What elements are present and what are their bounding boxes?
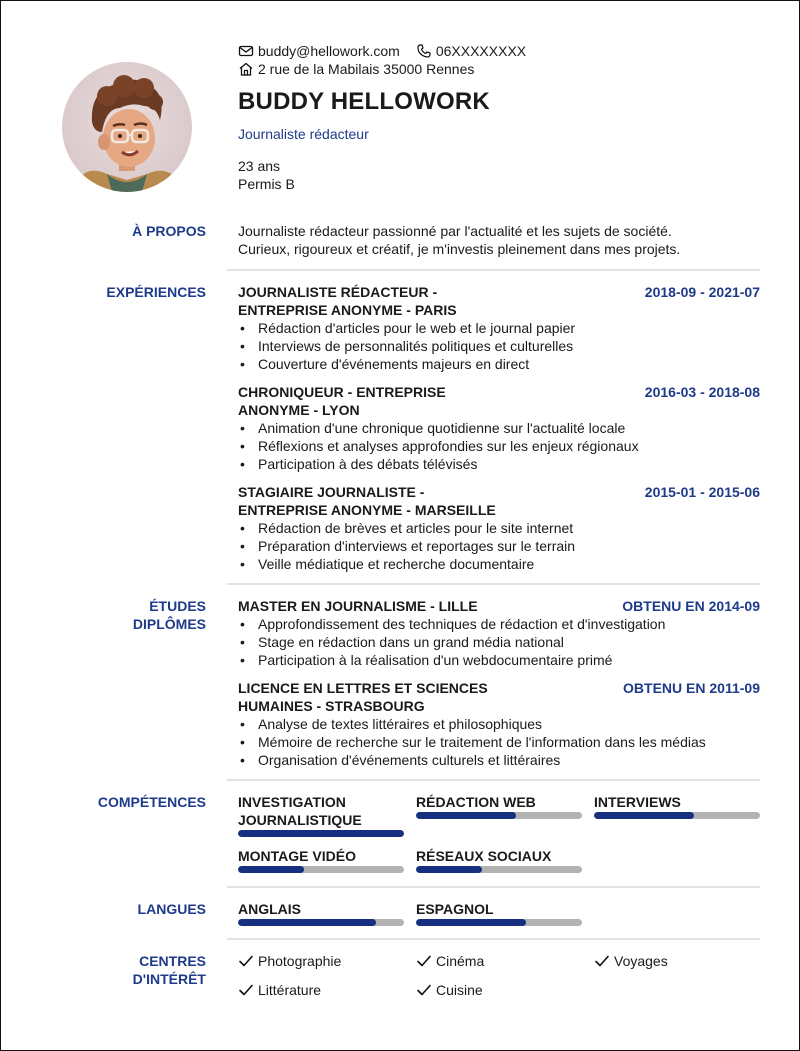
skill-name: RÉDACTION WEB [416,794,536,810]
skill-bar-fill [594,812,694,819]
interests-grid [238,952,760,999]
phone-icon [416,43,432,59]
bullet-item: • Rédaction d'articles pour le web et le journal papier [238,319,760,337]
candidate-name: BUDDY HELLOWORK [238,88,490,115]
interest-label: Cinéma [436,953,485,969]
education-title-line: ÉTUDES [149,598,206,614]
bullet-item: • Mémoire de recherche sur le traitement de l'information dans les médias [238,733,760,751]
languages-grid [238,900,760,926]
interest-label: Voyages [614,953,668,969]
skill-name: MONTAGE VIDÉO [238,848,356,864]
skill-bar-fill [416,812,516,819]
about-title: À PROPOS [132,223,206,239]
interests-title [133,952,206,988]
divider [227,583,760,585]
education-entry [238,679,760,769]
language-bar [238,919,404,926]
experience-title: STAGIAIRE JOURNALISTE - ENTREPRISE ANONYME - MARSEILLE [238,484,496,518]
skills-grid [238,793,760,873]
divider [227,269,760,271]
bullet-item: • Approfondissement des techniques de rédaction et d'investigation [238,615,760,633]
languages-title: LANGUES [137,901,206,917]
skill-name: INTERVIEWS [594,794,681,810]
skill-bar [238,866,404,873]
language-name: ESPAGNOL [416,901,494,917]
bullet-item: • Organisation d'événements culturels et littéraires [238,751,760,769]
language-name: ANGLAIS [238,901,301,917]
experience-bullets [238,419,760,473]
education-title-line: DIPLÔMES [132,616,206,632]
bullet-item: • Couverture d'événements majeurs en direct [238,355,760,373]
bullet-item: • Interviews de personnalités politiques et culturelles [238,337,760,355]
education-bullets [238,715,760,769]
education-date: OBTENU EN 2014-09 [622,598,760,614]
skill-name: INVESTIGATION JOURNALISTIQUE [238,794,362,828]
skill-item [594,793,760,837]
education-entry [238,597,760,669]
skill-bar [594,812,760,819]
header [238,42,778,193]
skill-bar-fill [238,866,304,873]
skill-name: RÉSEAUX SOCIAUX [416,848,552,864]
address-contact [238,61,474,77]
bullet-item: • Participation à des débats télévisés [238,455,760,473]
about-line: Journaliste rédacteur passionné par l'actualité et les sujets de société. [238,223,672,239]
skill-bar [416,866,582,873]
skill-bar [238,830,404,837]
skill-item [416,793,582,837]
language-item [416,900,582,926]
bullet-item: • Réflexions et analyses approfondies sur les enjeux régionaux [238,437,760,455]
divider [227,779,760,781]
bullet-item: • Analyse de textes littéraires et philosophiques [238,715,760,733]
driving-license: Permis B [238,176,295,192]
bullet-item: • Préparation d'interviews et reportages sur le terrain [238,537,760,555]
bullet-item: • Animation d'une chronique quotidienne sur l'actualité locale [238,419,760,437]
email-contact[interactable] [238,43,400,59]
email-text: buddy@hellowork.com [258,43,400,59]
experience-title: CHRONIQUEUR - ENTREPRISE ANONYME - LYON [238,384,446,418]
language-bar-fill [416,919,526,926]
check-icon [594,953,610,969]
envelope-icon [238,43,254,59]
experiences-list [238,283,760,583]
bullet-item: • Participation à la réalisation d'un webdocumentaire primé [238,651,760,669]
bullet-item: • Stage en rédaction dans un grand média national [238,633,760,651]
divider [227,938,760,940]
job-title: Journaliste rédacteur [238,126,369,142]
age: 23 ans [238,158,281,174]
experience-entry [238,483,760,573]
check-icon [238,953,254,969]
interest-label: Littérature [258,982,322,998]
skill-item [238,793,404,837]
education-title-text: LICENCE EN LETTRES ET SCIENCES HUMAINES - STRASBOURG [238,680,488,714]
contact-row-address [238,60,778,78]
experiences-title: EXPÉRIENCES [106,284,206,300]
interests-title-line: CENTRES [139,953,206,969]
skill-bar-fill [416,866,482,873]
experience-entry [238,383,760,473]
interests-title-line: D'INTÉRÊT [132,971,206,987]
experience-entry [238,283,760,373]
phone-contact[interactable] [416,43,526,59]
education-title [133,597,206,633]
about-text [238,222,760,258]
language-bar [416,919,582,926]
experience-bullets [238,319,760,373]
experience-date: 2016-03 - 2018-08 [644,384,760,400]
experience-date: 2015-01 - 2015-06 [644,484,760,500]
address-text: 2 rue de la Mabilais 35000 Rennes [258,61,475,77]
skill-item [416,847,582,873]
interest-label: Photographie [258,953,342,969]
contact-row-primary [238,42,778,60]
experience-title: JOURNALISTE RÉDACTEUR - ENTREPRISE ANONYME - PARIS [238,284,457,318]
avatar [62,62,192,192]
interest-item [594,952,772,970]
language-bar-fill [238,919,376,926]
bullet-item: • Veille médiatique et recherche documentaire [238,555,760,573]
language-item [238,900,404,926]
education-title-text: MASTER EN JOURNALISME - LILLE [238,598,478,614]
education-bullets [238,615,760,669]
check-icon [416,982,432,998]
home-icon [238,61,254,77]
interest-item [238,981,416,999]
check-icon [416,953,432,969]
education-list [238,597,760,779]
personal-info [238,157,778,193]
interest-label: Cuisine [436,982,483,998]
skills-title: COMPÉTENCES [97,794,206,810]
interest-item [416,952,594,970]
divider [227,886,760,888]
check-icon [238,982,254,998]
skill-item [238,847,404,873]
interest-item [238,952,416,970]
skill-bar-fill [238,830,404,837]
phone-text: 06XXXXXXXX [435,43,527,59]
about-line: Curieux, rigoureux et créatif, je m'investis pleinement dans mes projets. [238,241,681,257]
experience-date: 2018-09 - 2021-07 [644,284,760,300]
skill-bar [416,812,582,819]
bullet-item: • Rédaction de brèves et articles pour le site internet [238,519,760,537]
education-date: OBTENU EN 2011-09 [623,680,760,696]
interest-item [416,981,594,999]
experience-bullets [238,519,760,573]
